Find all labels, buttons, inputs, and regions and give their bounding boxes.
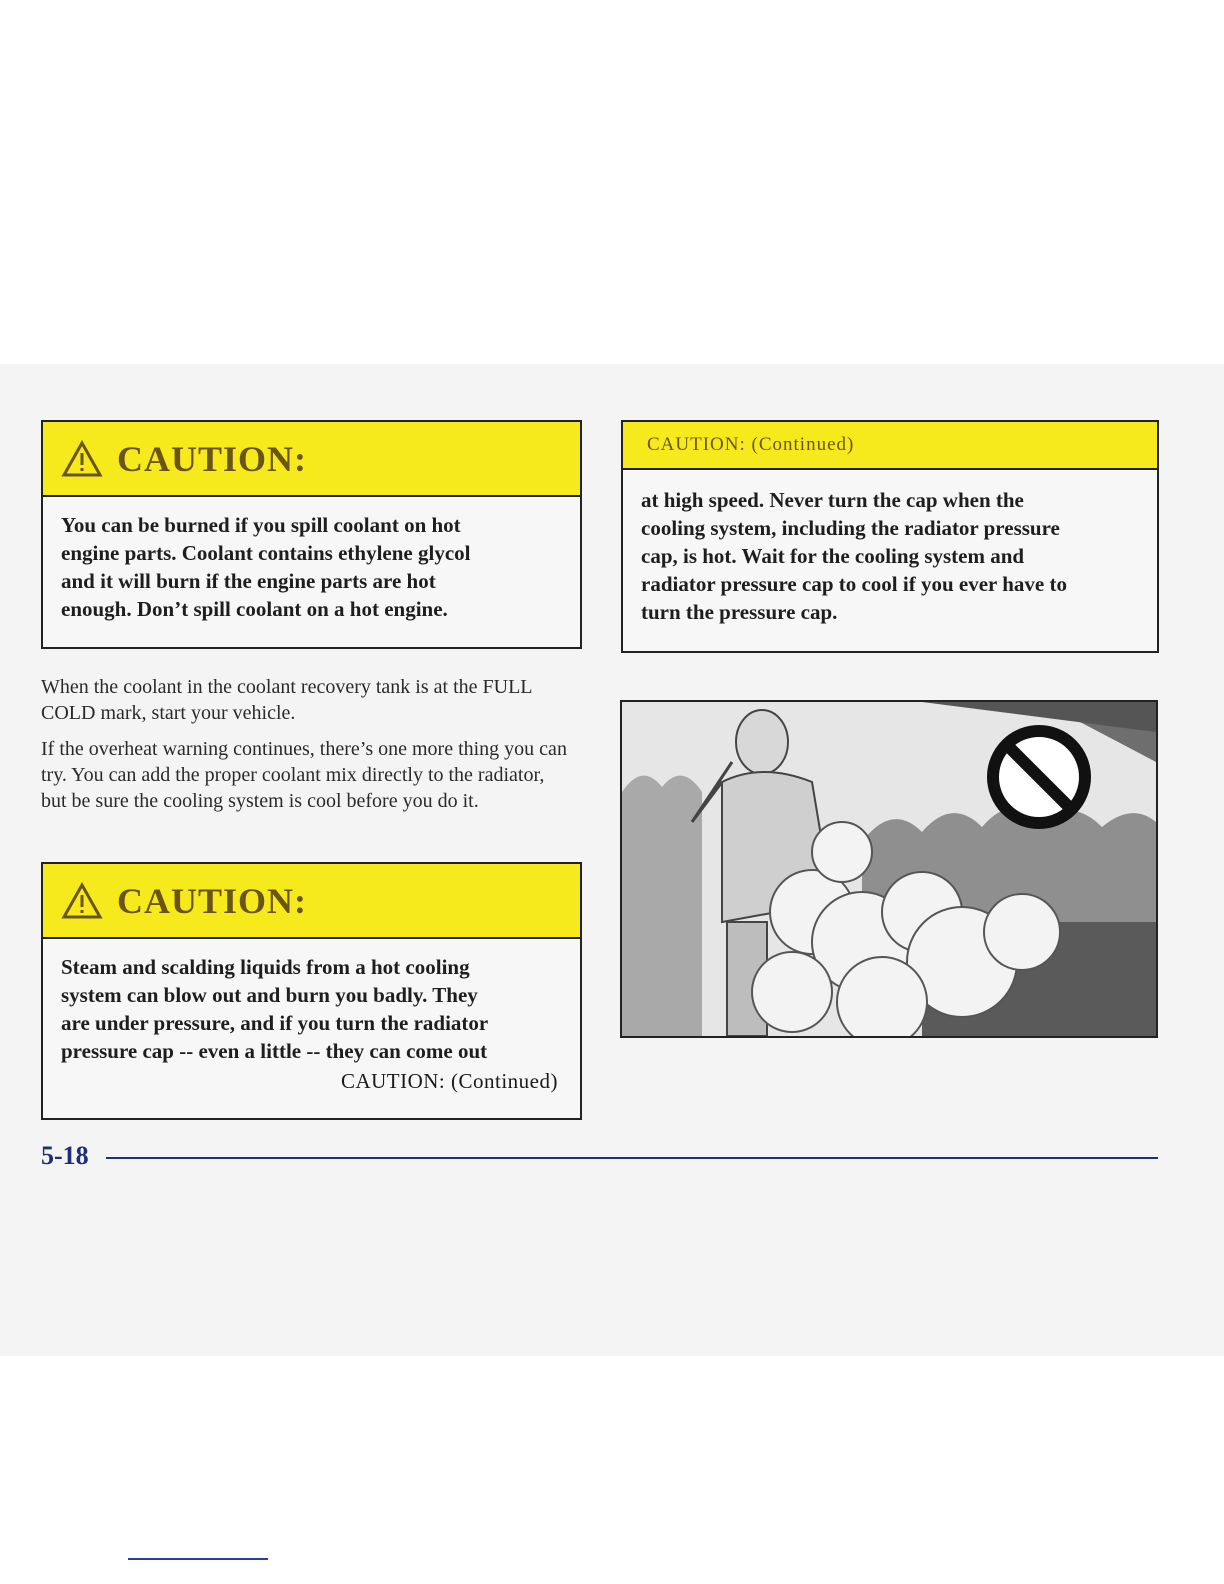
caution-title: CAUTION: xyxy=(117,880,308,921)
caution-line: pressure cap -- even a little -- they can come out xyxy=(61,1039,488,1063)
caution-line: enough. Don’t spill coolant on a hot engine. xyxy=(61,597,448,621)
caution-header xyxy=(623,422,1157,470)
caution-title: CAUTION: xyxy=(117,438,308,479)
caution-line: You can be burned if you spill coolant on hot xyxy=(61,513,461,537)
caution-line: radiator pressure cap to cool if you ever have to xyxy=(641,572,1067,596)
warning-triangle-icon xyxy=(61,882,103,920)
caution-header xyxy=(43,422,580,497)
caution-body xyxy=(623,470,1157,626)
caution-line: cooling system, including the radiator pressure xyxy=(641,516,1060,540)
caution-box-steam xyxy=(41,862,582,1120)
caution-line: engine parts. Coolant contains ethylene glycol xyxy=(61,541,471,565)
paragraph-full-cold: When the coolant in the coolant recovery tank is at the FULL COLD mark, start your vehicle. xyxy=(41,676,532,724)
page-number: 5-18 xyxy=(41,1141,89,1170)
caution-continued-label: CAUTION: (Continued) xyxy=(340,1069,558,1093)
footer-rule xyxy=(106,1157,1158,1159)
bottom-link-mark xyxy=(128,1558,268,1560)
caution-title: CAUTION: (Continued) xyxy=(647,434,855,455)
prohibited-icon xyxy=(984,722,1094,832)
caution-body xyxy=(43,497,580,623)
caution-line: at high speed. Never turn the cap when the xyxy=(641,488,1024,512)
warning-triangle-icon xyxy=(61,440,103,478)
caution-line: turn the pressure cap. xyxy=(641,600,838,624)
caution-box-continued xyxy=(621,420,1159,653)
paragraph-overheat-warning: If the overheat warning continues, there’s one more thing you can try. You can add the proper coolant mix directly to the radiator, but be sure the cooling system is cool before you do it. xyxy=(41,738,567,812)
caution-box-coolant-burn xyxy=(41,420,582,649)
caution-line: and it will burn if the engine parts are hot xyxy=(61,569,436,593)
caution-body xyxy=(43,939,580,1065)
caution-line: system can blow out and burn you badly. They xyxy=(61,983,478,1007)
caution-header xyxy=(43,864,580,939)
caution-line: Steam and scalding liquids from a hot cooling xyxy=(61,955,470,979)
steam-illustration xyxy=(620,700,1158,1038)
caution-line: cap, is hot. Wait for the cooling system and xyxy=(641,544,1025,568)
caution-line: are under pressure, and if you turn the radiator xyxy=(61,1011,489,1035)
